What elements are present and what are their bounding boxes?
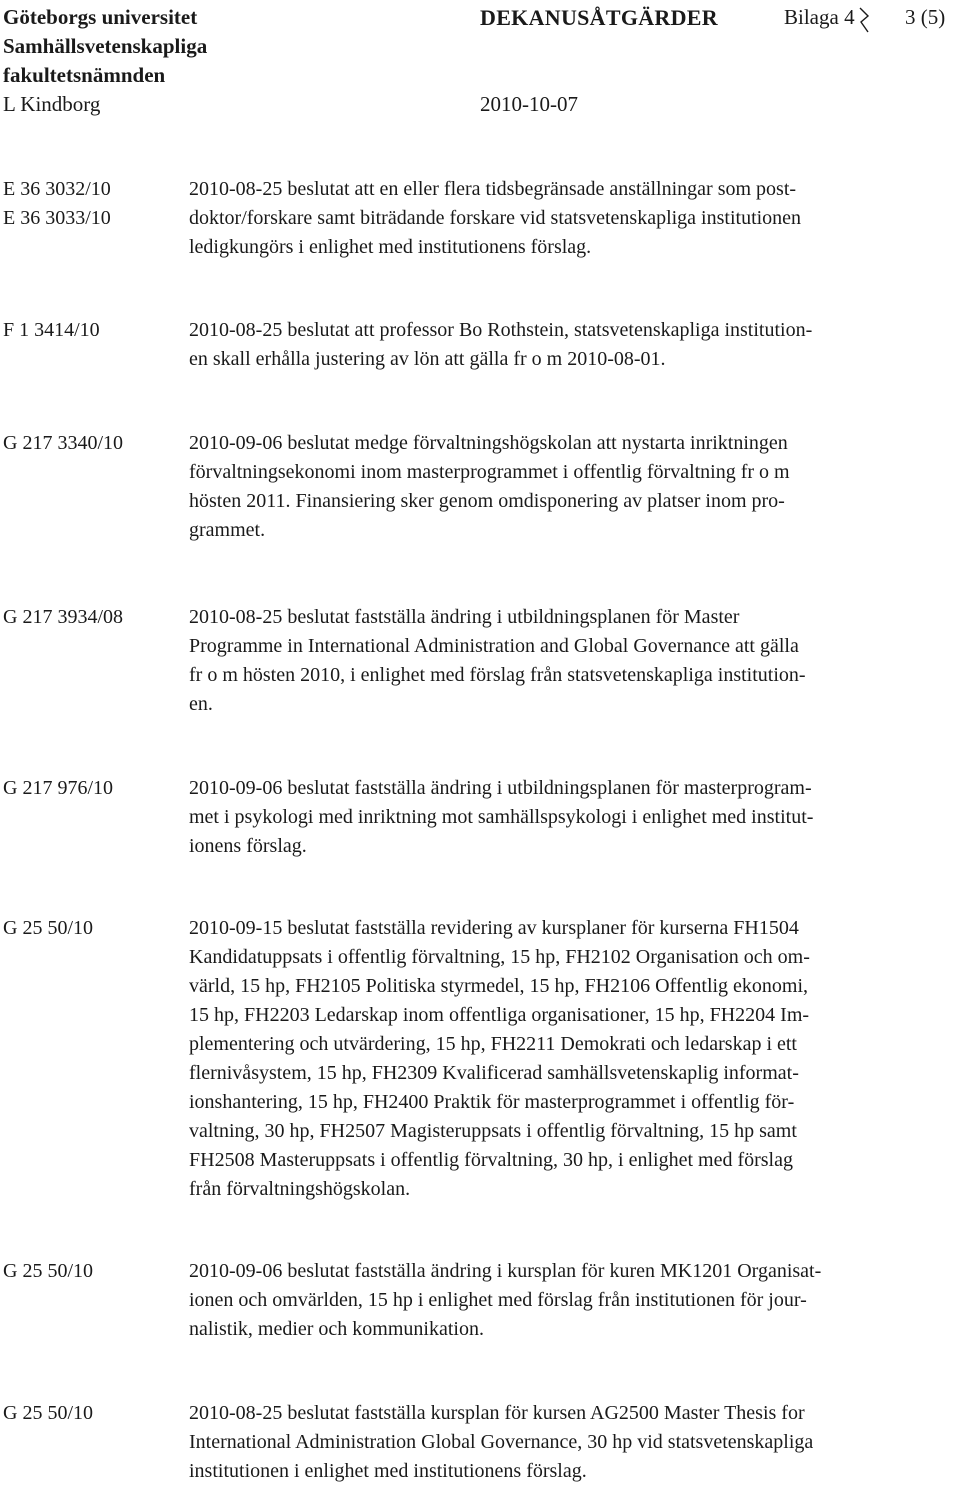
case-reference: G 217 3934/08 bbox=[3, 606, 123, 628]
decision-text: 2010-08-25 beslutat att professor Bo Rothstein, statsvetenskapliga institution- en skall erhålla justering av lön att gälla fr o m 2010-08-01. bbox=[189, 319, 813, 370]
case-reference: G 25 50/10 bbox=[3, 1402, 93, 1424]
university-name: Göteborgs universitet bbox=[3, 5, 198, 29]
case-reference: G 25 50/10 bbox=[3, 1260, 93, 1282]
case-reference: G 217 3340/10 bbox=[3, 432, 123, 454]
author-name: L Kindborg bbox=[3, 92, 101, 116]
attachment-label: Bilaga 4 bbox=[784, 5, 855, 29]
decision-text: 2010-09-06 beslutat fastställa ändring i utbildningsplanen för masterprogram- met i psykologi med inriktning mot samhällspsykologi i enlighet med institut- ionens förslag. bbox=[189, 777, 814, 857]
document-date: 2010-10-07 bbox=[480, 92, 578, 116]
decision-text: 2010-08-25 beslutat att en eller flera tidsbegränsade anställningar som post- doktor/forskare samt biträdande forskare vid statsvetenskapliga institutionen ledigkungörs i enlighet med institutionens förslag. bbox=[189, 178, 802, 258]
case-reference: G 217 976/10 bbox=[3, 777, 113, 799]
decision-text: 2010-08-25 beslutat fastställa kursplan för kursen AG2500 Master Thesis for International Administration Global Governance, 30 hp vid statsvetenskapliga institutionen i enlighet med institutionens förslag. bbox=[189, 1402, 814, 1482]
decision-text: 2010-09-15 beslutat fastställa revidering av kursplaner för kurserna FH1504 Kandidatuppsats i offentlig förvaltning, 15 hp, FH2102 Organisation och om- värld, 15 hp, FH2105 Politiska styrmedel, 15 hp, FH2106 Offentlig ekonomi, 15 hp, FH2203 Ledarskap inom offentliga organisationer, 15 hp, FH2204 Im- plementering och utvärdering, 15 hp, FH2211 Demokrati och ledarskap i ett flernivåsystem, 15 hp, FH2309 Kvalificerad samhällsvetenskaplig informat- ionshantering, 15 hp, FH2400 Praktik för masterprogrammet i offentlig för- valtning, 30 hp, FH2507 Magisteruppsats i offentlig förvaltning, 15 hp samt FH2508 Masteruppsats i offentlig förvaltning, 30 hp, i enlighet med förslag från förvaltningshögskolan. bbox=[189, 917, 810, 1200]
decision-text: 2010-09-06 beslutat fastställa ändring i kursplan för kuren MK1201 Organisat- ionen och omvärlden, 15 hp i enlighet med förslag från institutionen för jour- nalistik, medier och kommunikation. bbox=[189, 1260, 822, 1340]
case-reference: G 25 50/10 bbox=[3, 917, 93, 939]
decision-text: 2010-08-25 beslutat fastställa ändring i utbildningsplanen för Master Programme in International Administration and Global Governance att gälla fr o m hösten 2010, i enlighet med förslag från statsvetenskapliga institution- en. bbox=[189, 606, 806, 715]
page-indicator: 3 (5) bbox=[905, 5, 946, 29]
document-title: DEKANUSÅTGÄRDER bbox=[480, 5, 718, 30]
case-reference: E 36 3032/10 E 36 3033/10 bbox=[3, 178, 111, 229]
faculty-name-line1: Samhällsvetenskapliga bbox=[3, 34, 208, 58]
decision-text: 2010-09-06 beslutat medge förvaltningshögskolan att nystarta inriktningen förvaltningsekonomi inom masterprogrammet i offentlig förvaltning fr o m hösten 2011. Finansiering sker genom omdisponering av platser inom pro- grammet. bbox=[189, 432, 790, 541]
case-reference: F 1 3414/10 bbox=[3, 319, 100, 341]
faculty-name-line2: fakultetsnämnden bbox=[3, 63, 166, 87]
tab-marker-icon bbox=[858, 6, 870, 34]
